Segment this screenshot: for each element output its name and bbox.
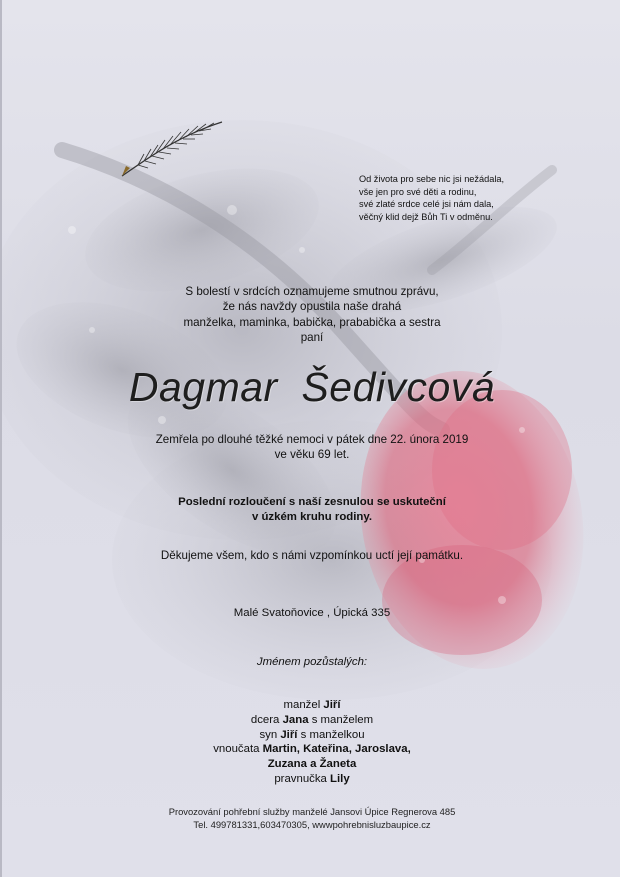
on-behalf-heading: Jménem pozůstalých:	[256, 656, 368, 668]
relative-name: Jiří	[323, 699, 341, 711]
memorial-poem	[359, 173, 504, 223]
farewell-notice	[2, 495, 620, 526]
relation-label: manžel	[283, 699, 324, 711]
farewell-line: Poslední rozloučení s naší zesnulou se uskuteční	[178, 496, 446, 508]
relative-name: Martin, Kateřina, Jaroslava,	[262, 743, 411, 756]
family-grandchildren-cont	[2, 757, 620, 772]
poem-line: věčný klid dejž Bůh Ti v odměnu.	[359, 211, 493, 222]
thanks-line: Děkujeme všem, kdo s námi vzpomínkou uctí její památku.	[160, 549, 464, 562]
death-age-line: ve věku 69 let.	[274, 448, 350, 462]
intro-line: že nás navždy opustila naše drahá	[222, 300, 402, 314]
poem-line: vše jen pro své děti a rodinu,	[359, 186, 477, 197]
footer-contact-line: Tel. 499781331,603470305, wwwpohrebnisluzbaupice.cz	[193, 818, 431, 830]
relation-label: syn	[259, 728, 281, 741]
announcement-intro	[2, 284, 620, 346]
relative-name: Jana	[282, 713, 309, 726]
address: Malé Svatoňovice , Úpická 335	[233, 607, 391, 619]
death-date-line: Zemřela po dlouhé těžké nemoci v pátek dne 22. února 2019	[155, 433, 469, 446]
intro-line: manželka, maminka, babička, prababička a sestra	[183, 315, 441, 329]
feather-quill-icon	[118, 118, 228, 180]
family-daughter	[2, 713, 620, 728]
relative-name: Zuzana a Žaneta	[267, 758, 357, 771]
death-notice	[2, 432, 620, 463]
poem-line: Od života pro sebe nic jsi nežádala,	[359, 174, 505, 184]
farewell-line: v úzkém kruhu rodiny.	[251, 511, 373, 524]
intro-line: S bolestí v srdcích oznamujeme smutnou zprávu,	[185, 285, 439, 298]
relation-suffix: s manželem	[308, 713, 374, 726]
family-husband	[2, 698, 620, 713]
relation-label: pravnučka	[274, 772, 331, 785]
poem-line: své zlaté srdce celé jsi nám dala,	[359, 199, 494, 210]
family-son	[2, 728, 620, 743]
relative-name: Jiří	[280, 728, 298, 741]
relation-label: dcera	[250, 713, 283, 726]
intro-line: paní	[300, 331, 324, 345]
deceased-name: Dagmar Šedivcová	[128, 364, 496, 410]
family-grandchildren	[2, 742, 620, 757]
funeral-service-footer	[2, 806, 620, 831]
relation-suffix: s manželkou	[297, 728, 365, 741]
family-greatgrandchild	[2, 772, 620, 787]
footer-company-line: Provozování pohřební služby manželé Jansovi Úpice Regnerova 485	[168, 806, 456, 817]
relation-label: vnoučata	[213, 743, 263, 756]
family-list	[2, 698, 620, 787]
relative-name: Lily	[330, 772, 350, 785]
